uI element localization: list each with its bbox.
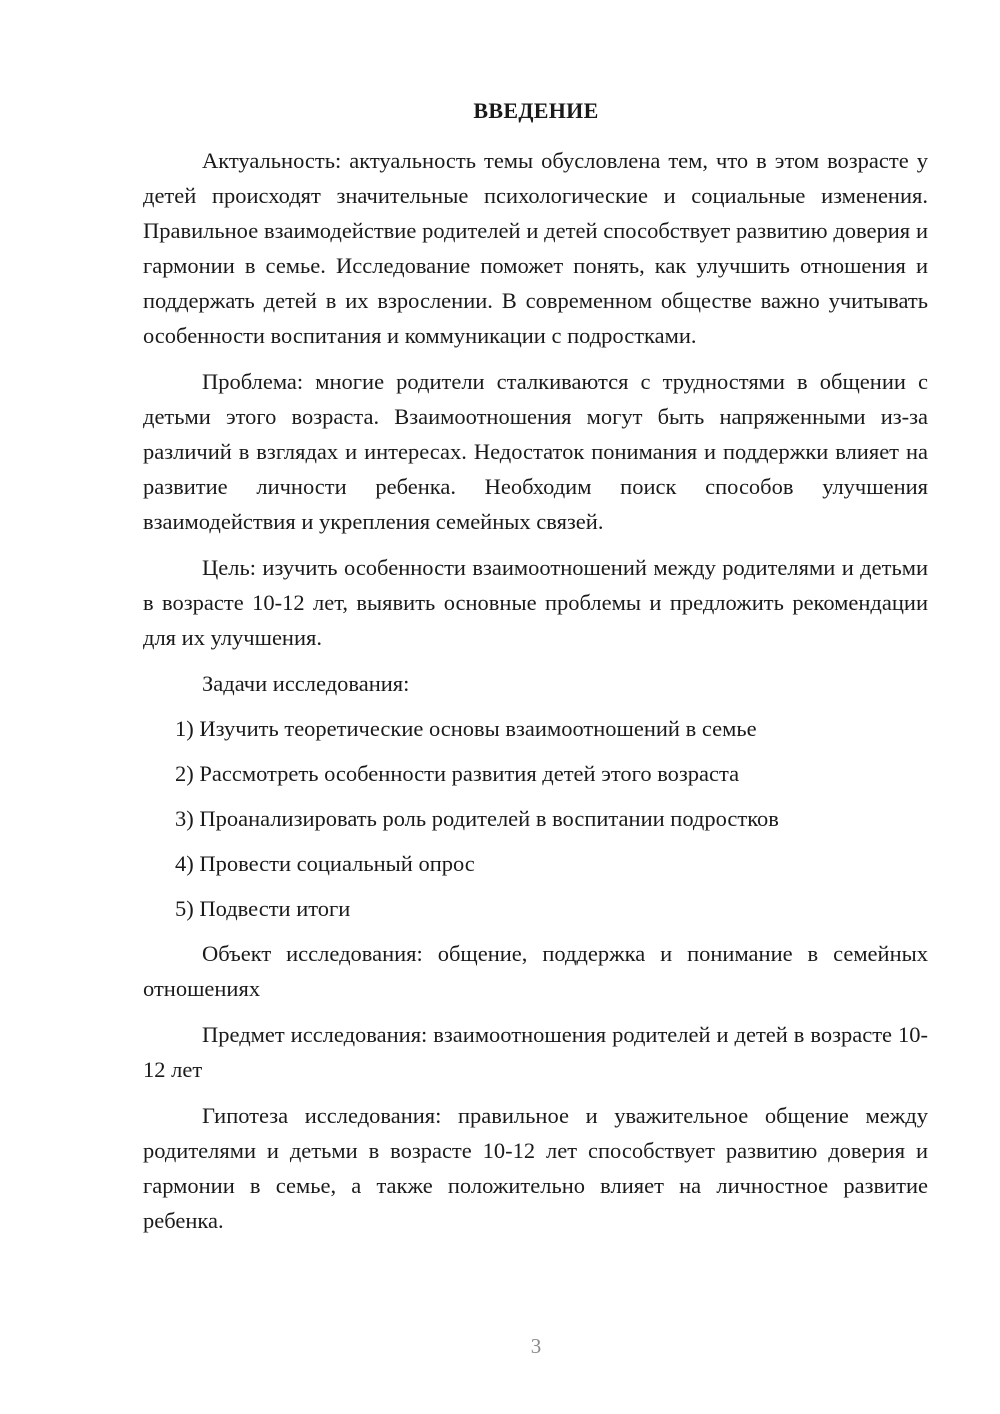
object-paragraph: Объект исследования: общение, поддержка и понимание в семейных отношениях: [143, 941, 928, 1001]
task-item: 1) Изучить теоретические основы взаимоотношений в семье: [175, 716, 757, 741]
page-title: ВВЕДЕНИЕ: [473, 98, 599, 123]
goal-paragraph: Цель: изучить особенности взаимоотношений между родителями и детьми в возрасте 10-12 лет, выявить основные проблемы и предложить рекомендации для их улучшения.: [143, 555, 928, 650]
task-item: 2) Рассмотреть особенности развития детей этого возраста: [175, 761, 740, 786]
task-item: 4) Провести социальный опрос: [175, 851, 475, 876]
page-number: 3: [530, 1334, 542, 1358]
hypothesis-paragraph: Гипотеза исследования: правильное и уважительное общение между родителями и детьми в возрасте 10-12 лет способствует развитию доверия и гармонии в семье, а также положительно влияет на личностное развитие ребенка.: [143, 1103, 928, 1233]
task-item: 3) Проанализировать роль родителей в воспитании подростков: [175, 806, 779, 831]
problem-paragraph: Проблема: многие родители сталкиваются с трудностями в общении с детьми этого возраста. Взаимоотношения могут быть напряженными из-за различий в взглядах и интересах. Недостаток понимания и поддержки влияет на развитие личности ребенка. Необходим поиск способов улучшения взаимодействия и укрепления семейных связей.: [143, 369, 928, 534]
subject-paragraph: Предмет исследования: взаимоотношения родителей и детей в возрасте 10-12 лет: [143, 1022, 928, 1082]
relevance-paragraph: Актуальность: актуальность темы обусловлена тем, что в этом возрасте у детей происходят значительные психологические и социальные изменения. Правильное взаимодействие родителей и детей способствует развитию доверия и гармонии в семье. Исследование поможет понять, как улучшить отношения и поддержать детей в их взрослении. В современном обществе важно учитывать особенности воспитания и коммуникации с подростками.: [143, 148, 928, 348]
task-item: 5) Подвести итоги: [175, 896, 351, 921]
tasks-heading: Задачи исследования:: [202, 671, 410, 696]
tasks-list: [143, 711, 928, 926]
document-body: [143, 143, 928, 1249]
